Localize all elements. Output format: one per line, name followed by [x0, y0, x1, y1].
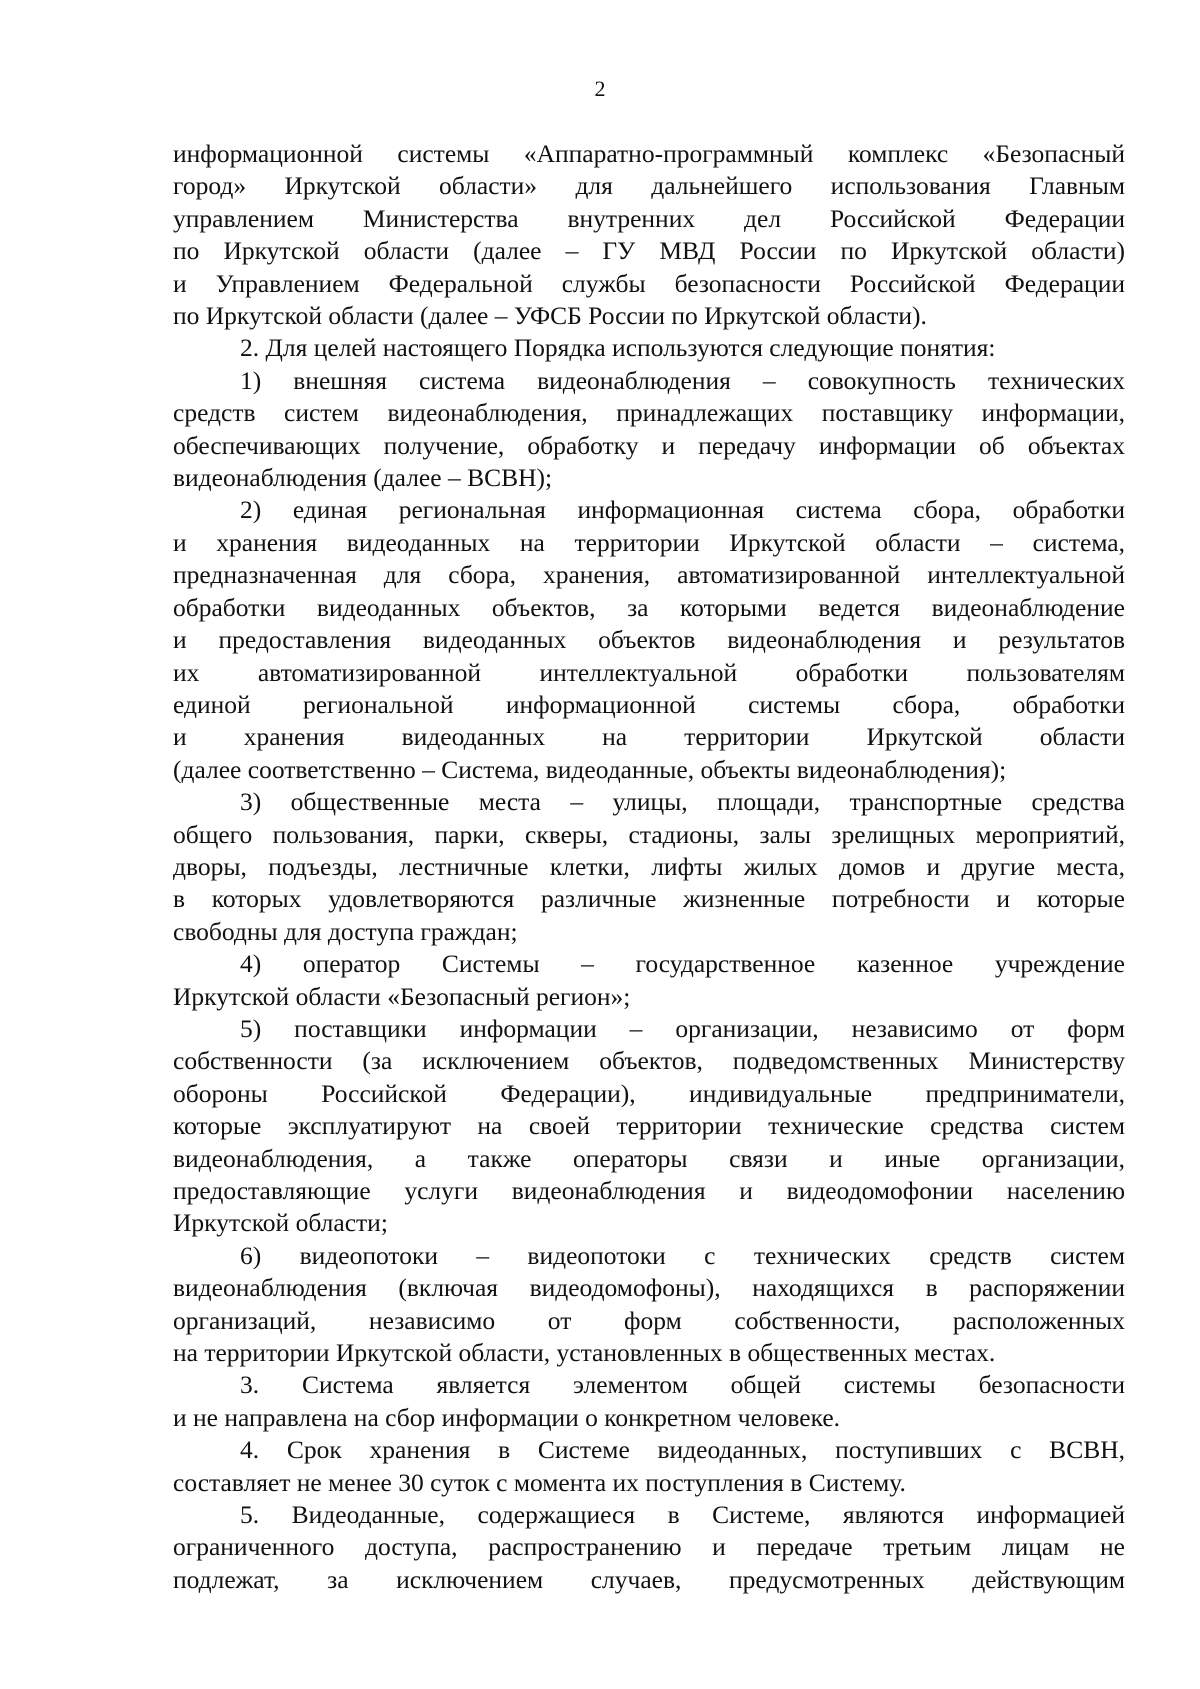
text-line: и хранения видеоданных на территории Иркутской области — [173, 722, 1125, 752]
text-line: которые эксплуатируют на своей территории технические средства систем — [173, 1111, 1125, 1141]
text-line: 3. Система является элементом общей системы безопасности — [240, 1370, 1125, 1400]
text-line: общего пользования, парки, скверы, стадионы, залы зрелищных мероприятий, — [173, 819, 1125, 849]
text-line: свободны для доступа граждан; — [173, 916, 518, 946]
text-line: подлежат, за исключением случаев, предусмотренных действующим — [173, 1564, 1125, 1594]
text-line: управлением Министерства внутренних дел Российской Федерации — [173, 203, 1125, 233]
text-line: организаций, независимо от форм собственности, расположенных — [173, 1305, 1125, 1335]
text-line: по Иркутской области (далее – УФСБ России по Иркутской области). — [173, 301, 927, 331]
text-line: 6) видеопотоки – видеопотоки с технических средств систем — [240, 1240, 1125, 1270]
text-line: предназначенная для сбора, хранения, автоматизированной интеллектуальной — [173, 560, 1125, 590]
text-line: предоставляющие услуги видеонаблюдения и видеодомофонии населению — [173, 1176, 1125, 1205]
text-line: 2. Для целей настоящего Порядка используются следующие понятия: — [240, 333, 996, 363]
text-line: единой региональной информационной системы сбора, обработки — [173, 689, 1125, 719]
text-line: обороны Российской Федерации), индивидуальные предприниматели, — [173, 1078, 1125, 1108]
text-line: ограниченного доступа, распространению и передаче третьим лицам не — [173, 1532, 1125, 1562]
text-line: город» Иркутской области» для дальнейшего использования Главным — [173, 171, 1125, 201]
text-line: Иркутской области; — [173, 1208, 388, 1238]
text-line: 5. Видеоданные, содержащиеся в Системе, являются информацией — [240, 1500, 1125, 1530]
text-line: дворы, подъезды, лестничные клетки, лифты жилых домов и другие места, — [173, 851, 1125, 881]
text-line: на территории Иркутской области, установленных в общественных местах. — [173, 1338, 996, 1368]
text-line: и предоставления видеоданных объектов видеонаблюдения и результатов — [173, 625, 1125, 655]
text-line: видеонаблюдения (далее – ВСВН); — [173, 463, 553, 493]
text-line: видеонаблюдения, а также операторы связи и иные организации, — [173, 1143, 1125, 1173]
text-line: 4) оператор Системы – государственное казенное учреждение — [240, 949, 1125, 979]
text-line: составляет не менее 30 суток с момента их поступления в Систему. — [173, 1467, 906, 1497]
text-line: информационной системы «Аппаратно-программный комплекс «Безопасный — [173, 139, 1125, 168]
text-line: средств систем видеонаблюдения, принадлежащих поставщику информации, — [173, 398, 1125, 428]
text-line: видеонаблюдения (включая видеодомофоны), находящихся в распоряжении — [173, 1273, 1125, 1303]
text-line: Иркутской области «Безопасный регион»; — [173, 981, 631, 1011]
text-line: и не направлена на сбор информации о конкретном человеке. — [173, 1402, 841, 1432]
text-line: 1) внешняя система видеонаблюдения – совокупность технических — [240, 365, 1125, 395]
text-line: (далее соответственно – Система, видеоданные, объекты видеонаблюдения); — [173, 754, 1007, 784]
text-line: и хранения видеоданных на территории Иркутской области – система, — [173, 527, 1125, 557]
text-line: собственности (за исключением объектов, подведомственных Министерству — [173, 1046, 1125, 1076]
document-body — [173, 138, 1125, 1596]
text-line: 2) единая региональная информационная система сбора, обработки — [240, 495, 1125, 525]
text-line: 4. Срок хранения в Системе видеоданных, поступивших с ВСВН, — [240, 1435, 1125, 1465]
text-line: по Иркутской области (далее – ГУ МВД России по Иркутской области) — [173, 236, 1125, 266]
text-line: 3) общественные места – улицы, площади, транспортные средства — [240, 787, 1125, 817]
text-line: обеспечивающих получение, обработку и передачу информации об объектах — [173, 430, 1125, 460]
text-line: их автоматизированной интеллектуальной обработки пользователям — [173, 657, 1125, 687]
page-number: 2 — [594, 76, 606, 101]
text-line: 5) поставщики информации – организации, независимо от форм — [240, 1013, 1125, 1043]
text-line: обработки видеоданных объектов, за которыми ведется видеонаблюдение — [173, 592, 1125, 622]
text-line: и Управлением Федеральной службы безопасности Российской Федерации — [173, 268, 1125, 298]
text-line: в которых удовлетворяются различные жизненные потребности и которые — [173, 884, 1125, 914]
